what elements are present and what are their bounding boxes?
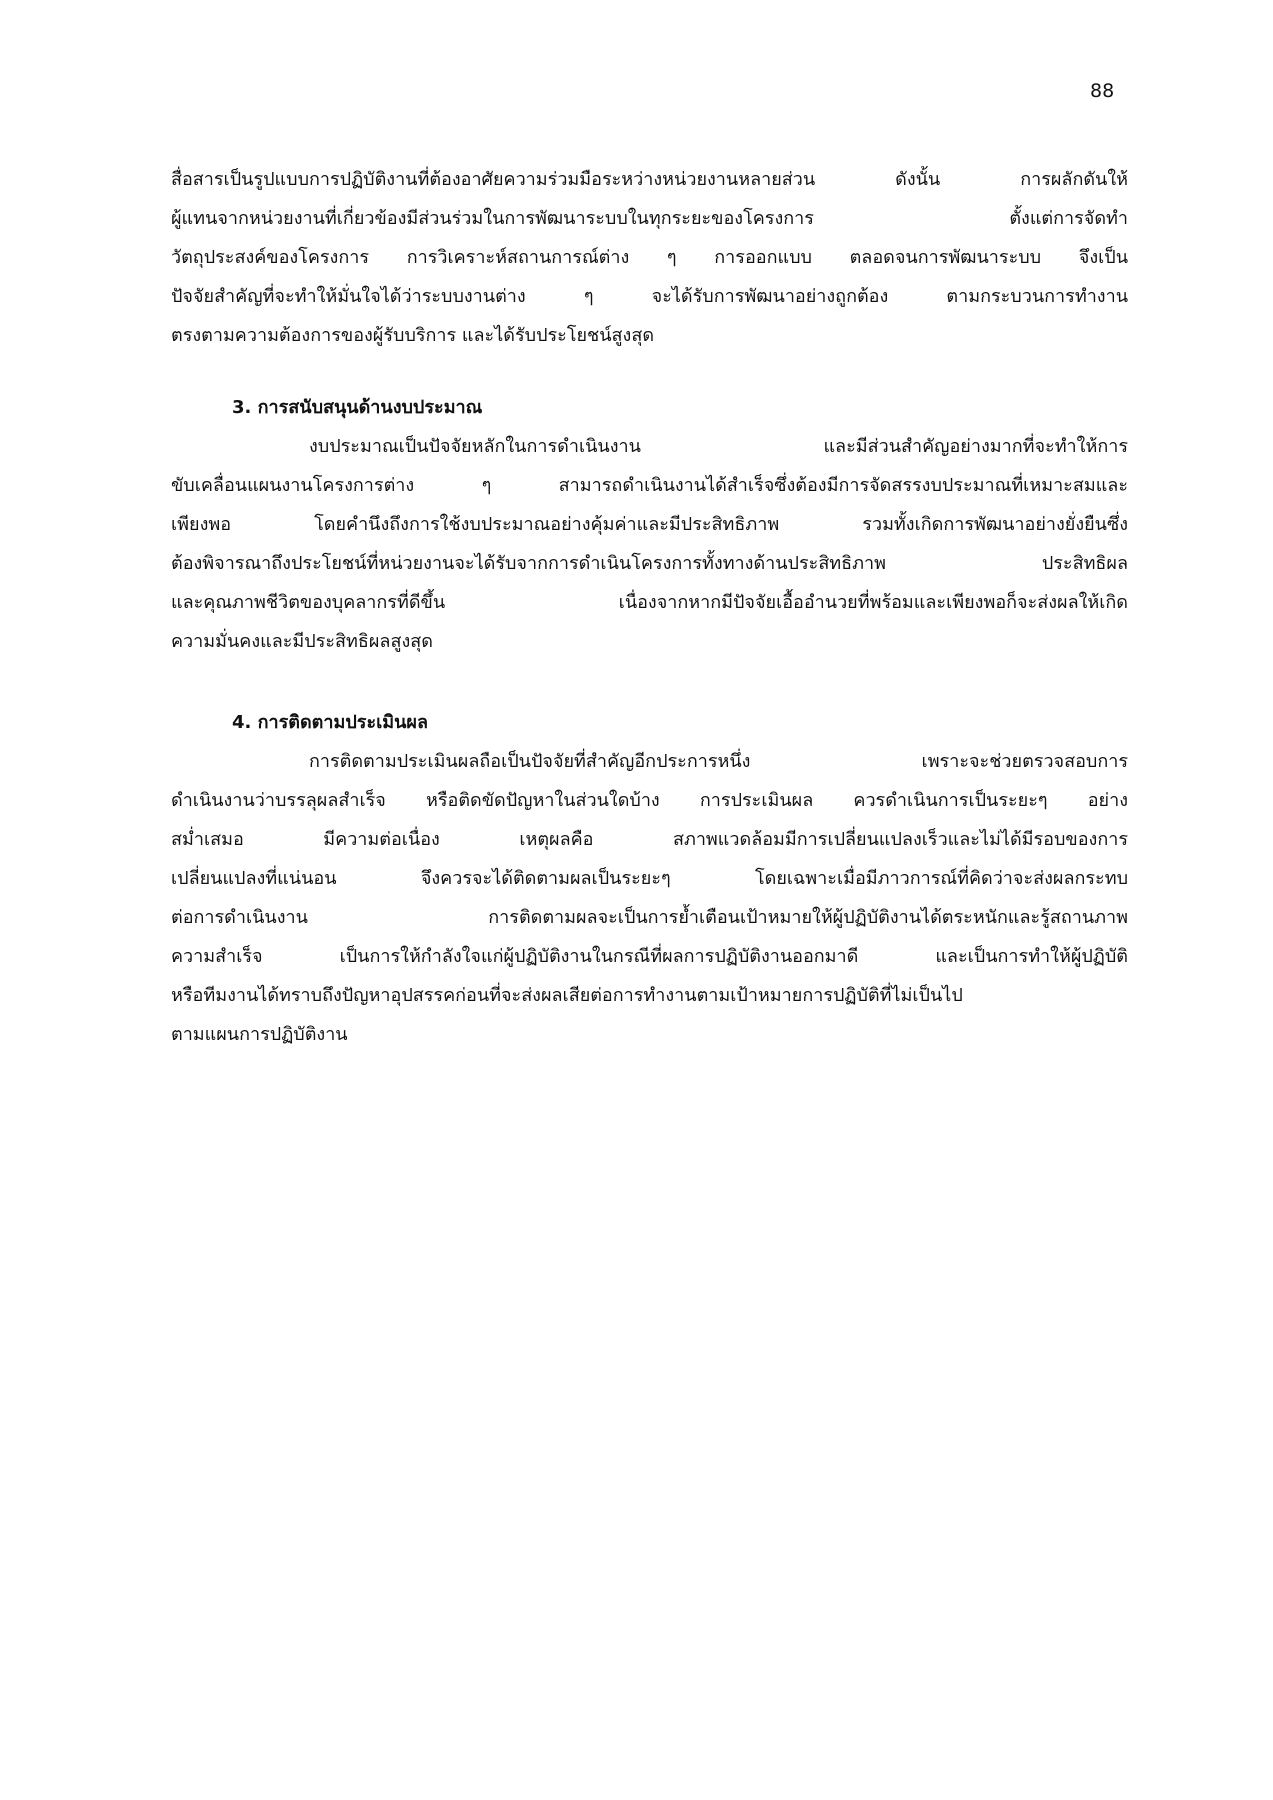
text-line: การติดตามประเมินผลถือเป็นปัจจัยที่สำคัญอีกประการหนึ่ง เพราะจะช่วยตรวจสอบการ <box>309 751 1128 772</box>
page-number: 88 <box>1090 80 1115 102</box>
paragraph-continuation <box>171 160 1128 355</box>
section-heading: 3. การสนับสนุนด้านงบประมาณ <box>232 397 483 418</box>
text-line: ตรงตามความต้องการของผู้รับบริการ และได้รับประโยชน์สูงสุด <box>171 325 655 346</box>
text-line: ขับเคลื่อนแผนงานโครงการต่าง ๆ สามารถดำเนินงานได้สำเร็จซึ่งต้องมีการจัดสรรงบประมาณที่เหมาะสมและ <box>171 475 1128 496</box>
text-line: ต่อการดำเนินงาน การติดตามผลจะเป็นการย้ำเตือนเป้าหมายให้ผู้ปฏิบัติงานได้ตระหนักและรู้สถานภาพ <box>171 907 1128 928</box>
text-line: ปัจจัยสำคัญที่จะทำให้มั่นใจได้ว่าระบบงานต่าง ๆ จะได้รับการพัฒนาอย่างถูกต้อง ตามกระบวนการทำงาน <box>171 286 1128 307</box>
text-line: ความมั่นคงและมีประสิทธิผลสูงสุด <box>171 631 433 652</box>
text-line: เปลี่ยนแปลงที่แน่นอน จึงควรจะได้ติดตามผลเป็นระยะๆ โดยเฉพาะเมื่อมีภาวการณ์ที่คิดว่าจะส่งผลกระทบ <box>171 868 1128 889</box>
text-line: และคุณภาพชีวิตของบุคลากรที่ดีขึ้น เนื่องจากหากมีปัจจัยเอื้ออำนวยที่พร้อมและเพียงพอก็จะส่งผลให้เกิด <box>171 592 1128 613</box>
text-line: สม่ำเสมอ มีความต่อเนื่อง เหตุผลคือ สภาพแวดล้อมมีการเปลี่ยนแปลงเร็วและไม่ได้มีรอบของการ <box>171 829 1128 850</box>
text-line: หรือทีมงานได้ทราบถึงปัญหาอุปสรรคก่อนที่จะส่งผลเสียต่อการทำงานตามเป้าหมายการปฏิบัติที่ไม่เป็นไป <box>171 985 963 1006</box>
text-line: ตามแผนการปฏิบัติงาน <box>171 1024 348 1045</box>
text-line: ความสำเร็จ เป็นการให้กำลังใจแก่ผู้ปฏิบัติงานในกรณีที่ผลการปฏิบัติงานออกมาดี และเป็นการทำให้ผู้ปฏิบัติ <box>171 946 1128 967</box>
text-line: วัตถุประสงค์ของโครงการ การวิเคราะห์สถานการณ์ต่าง ๆ การออกแบบ ตลอดจนการพัฒนาระบบ จึงเป็น <box>171 247 1128 268</box>
text-line: งบประมาณเป็นปัจจัยหลักในการดำเนินงาน และมีส่วนสำคัญอย่างมากที่จะทำให้การ <box>309 436 1128 457</box>
section-4 <box>171 703 1128 1054</box>
text-line: ดำเนินงานว่าบรรลุผลสำเร็จ หรือติดขัดปัญหาในส่วนใดบ้าง การประเมินผล ควรดำเนินการเป็นระยะๆ อย่าง <box>171 790 1128 811</box>
text-line: ต้องพิจารณาถึงประโยชน์ที่หน่วยงานจะได้รับจากการดำเนินโครงการทั้งทางด้านประสิทธิภาพ ประสิทธิผล <box>171 553 1128 574</box>
text-line: ผู้แทนจากหน่วยงานที่เกี่ยวข้องมีส่วนร่วมในการพัฒนาระบบในทุกระยะของโครงการ ตั้งแต่การจัดทำ <box>171 208 1128 229</box>
section-3 <box>171 388 1128 661</box>
text-line: เพียงพอ โดยคำนึงถึงการใช้งบประมาณอย่างคุ้มค่าและมีประสิทธิภาพ รวมทั้งเกิดการพัฒนาอย่างยั่งยืนซึ่ง <box>171 514 1128 535</box>
text-line: สื่อสารเป็นรูปแบบการปฏิบัติงานที่ต้องอาศัยความร่วมมือระหว่างหน่วยงานหลายส่วน ดังนั้น การผลักดันให้ <box>171 169 1128 190</box>
section-heading: 4. การติดตามประเมินผล <box>232 712 429 733</box>
